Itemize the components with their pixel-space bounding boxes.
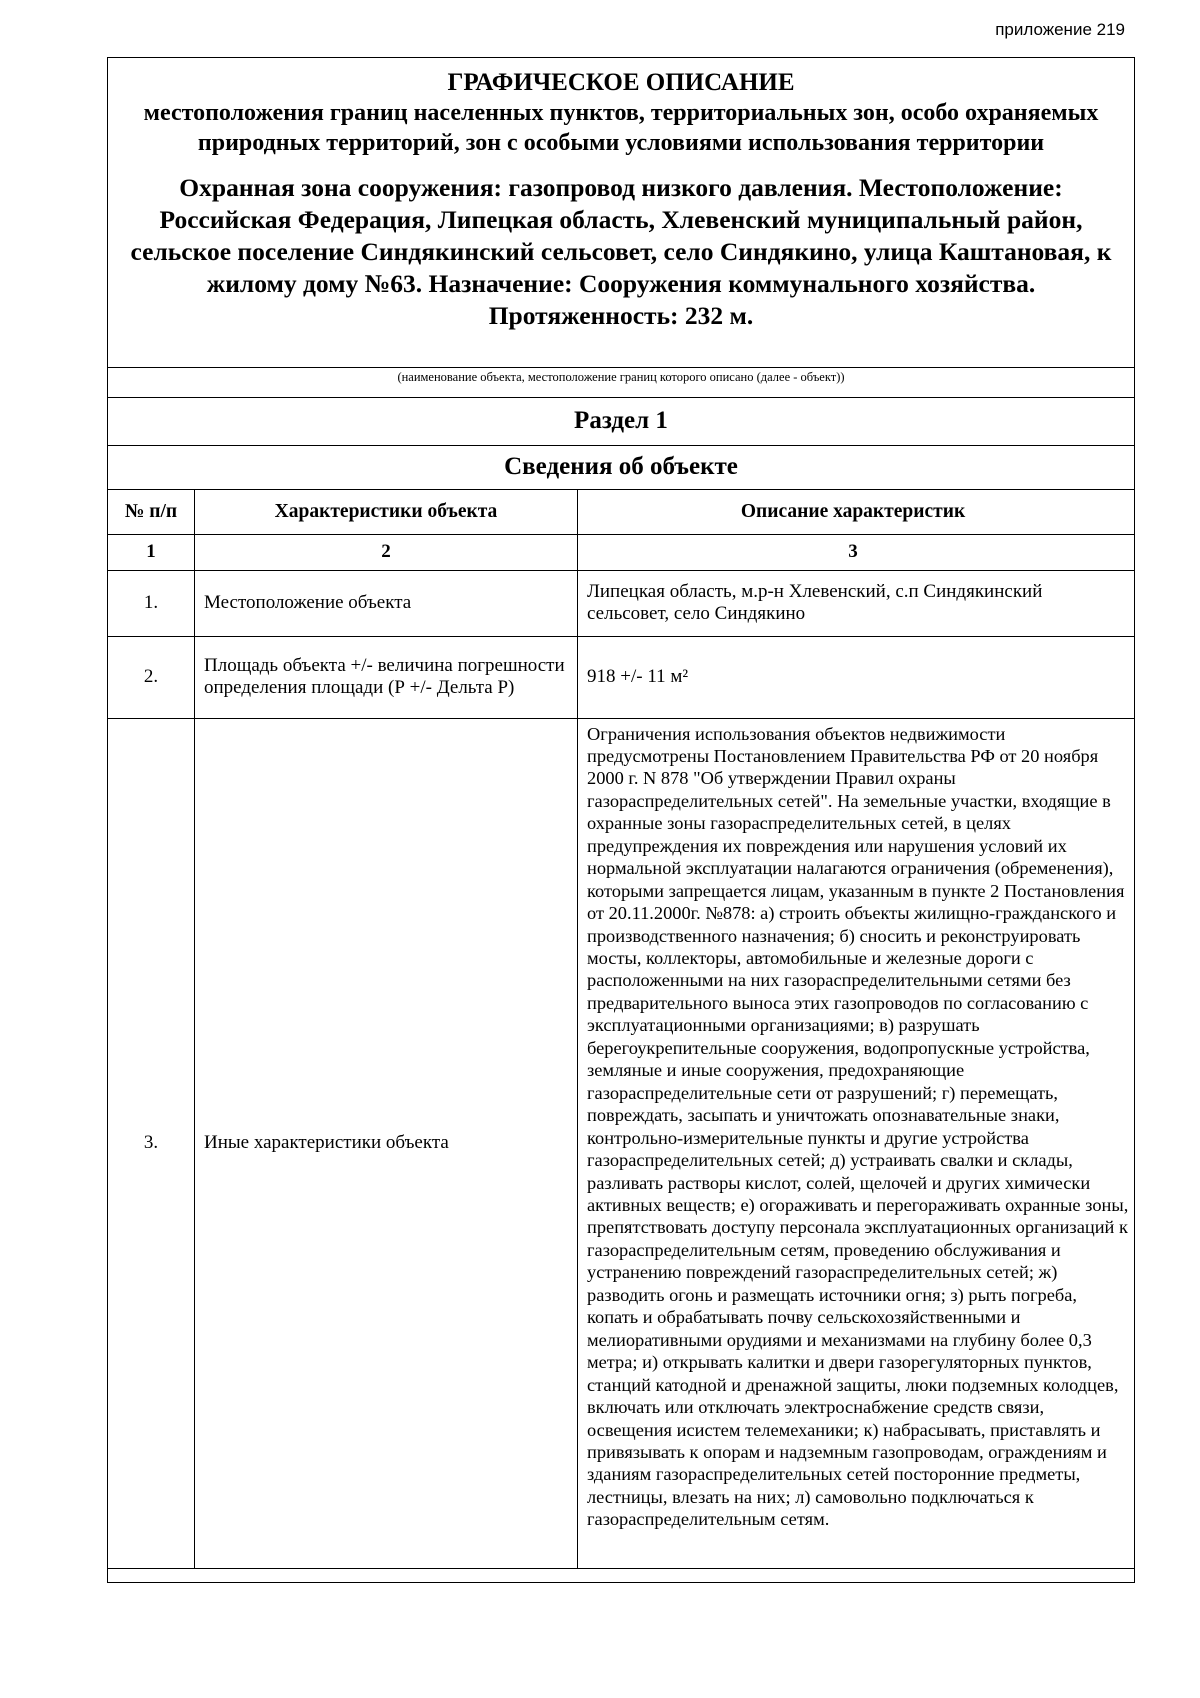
object-caption: (наименование объекта, местоположение границ которого описано (далее - объект)) — [108, 368, 1134, 398]
object-name: Охранная зона сооружения: газопровод низкого давления. Местоположение: Российская Федерация, Липецкая область, Хлевенский муниципальный район, сельское поселение Синдякинский сельсовет, село Синдякино, улица Каштановая, к жилому дому №63. Назначение: Сооружения коммунального хозяйства. Протяженность: 232 м. — [130, 173, 1112, 330]
column-number-1: 1 — [108, 534, 195, 570]
row-characteristic: Площадь объекта +/- величина погрешности определения площади (Р +/- Дельта Р) — [195, 636, 578, 718]
document-header — [108, 58, 1134, 368]
table-row — [108, 636, 1134, 718]
document-subtitle: местоположения границ населенных пунктов, территориальных зон, особо охраняемых природных территорий, зон с особыми условиями использования территории — [143, 100, 1099, 156]
appendix-label: приложение 219 — [995, 20, 1125, 39]
header-cell-characteristic: Характеристики объекта — [195, 490, 578, 534]
row-number: 1. — [108, 570, 195, 636]
table-row — [108, 718, 1134, 1568]
header-cell-number: № п/п — [108, 490, 195, 534]
column-number-3: 3 — [578, 534, 1135, 570]
object-info-table — [108, 490, 1134, 1569]
header-cell-description: Описание характеристик — [578, 490, 1135, 534]
column-number-2: 2 — [195, 534, 578, 570]
row-description: Ограничения использования объектов недвижимости предусмотрены Постановлением Правительства РФ от 20 ноября 2000 г. N 878 "Об утверждении Правил охраны газораспределительных сетей". На земельные участки, входящие в охранные зоны газораспределительных сетей, в целях предупреждения их повреждения или нарушения условий их нормальной эксплуатации налагаются ограничения (обременения), которыми запрещается лицам, указанным в пункте 2 Постановления от 20.11.2000г. №878: а) строить объекты жилищно-гражданского и производственного назначения; б) сносить и реконструировать мосты, коллекторы, автомобильные и железные дороги с расположенными на них газораспределительными сетями без предварительного выноса этих газопроводов по согласованию с эксплуатационными организациями; в) разрушать берегоукрепительные сооружения, водопропускные устройства, земляные и иные сооружения, предохраняющие газораспределительные сети от разрушений; г) перемещать, повреждать, засыпать и уничтожать опознавательные знаки, контрольно-измерительные пункты и другие устройства газораспределительных сетей; д) устраивать свалки и склады, разливать растворы кислот, солей, щелочей и других химически активных веществ; е) огораживать и перегораживать охранные зоны, препятствовать доступу персонала эксплуатационных организаций к газораспределительным сетям, проведению обслуживания и устранению повреждений газораспределительных сетей; ж) разводить огонь и размещать источники огня; з) рыть погреба, копать и обрабатывать почву сельскохозяйственными и мелиоративными орудиями и механизмами на глубину более 0,3 метра; и) открывать калитки и двери газорегуляторных пунктов, станций катодной и дренажной защиты, люки подземных колодцев, включать или отключать электроснабжение средств связи, освещения исистем телемеханики; к) набрасывать, приставлять и привязывать к опорам и надземным газопроводам, ограждениям и зданиям газораспределительных сетей посторонние предметы, лестницы, влезать на них; л) самовольно подключаться к газораспределительным сетям. — [578, 718, 1135, 1568]
row-number: 3. — [108, 718, 195, 1568]
table-row — [108, 570, 1134, 636]
row-description: 918 +/- 11 м² — [578, 636, 1135, 718]
column-number-row — [108, 534, 1134, 570]
row-number: 2. — [108, 636, 195, 718]
section-subtitle: Сведения об объекте — [108, 446, 1134, 490]
row-characteristic: Иные характеристики объекта — [195, 718, 578, 1568]
row-description: Липецкая область, м.р-н Хлевенский, с.п Синдякинский сельсовет, село Синдякино — [578, 570, 1135, 636]
section-title: Раздел 1 — [108, 398, 1134, 446]
document-title: ГРАФИЧЕСКОЕ ОПИСАНИЕ — [447, 69, 795, 96]
document-frame — [107, 57, 1135, 1583]
table-header-row — [108, 490, 1134, 534]
row-characteristic: Местоположение объекта — [195, 570, 578, 636]
